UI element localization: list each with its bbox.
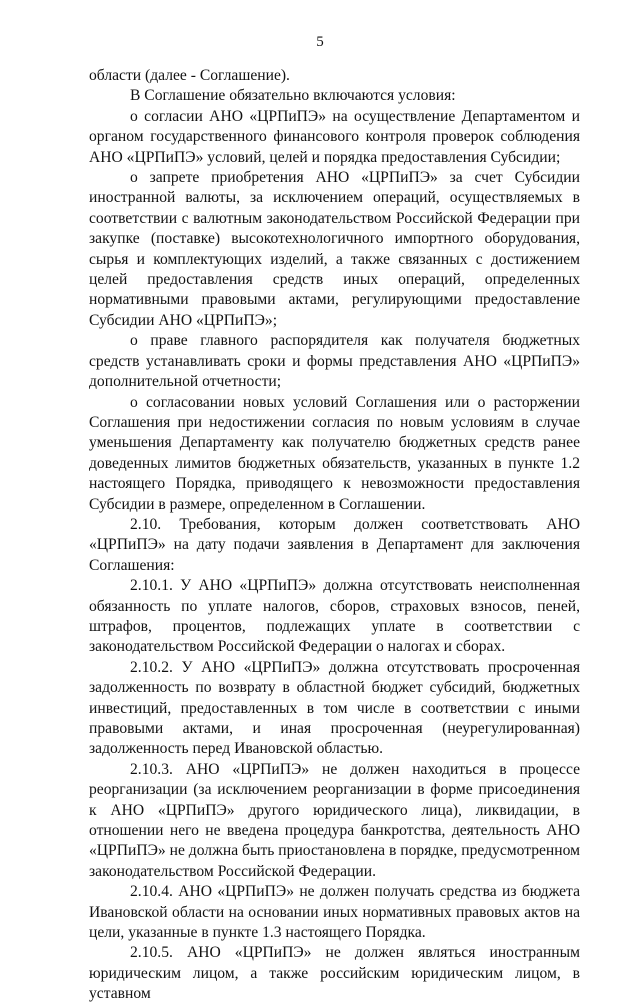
paragraph-condition-reporting: о праве главного распорядителя как получателя бюджетных средств устанавливать сроки и формы представления АНО «ЦРПиПЭ» дополнительной отчетности; [89,332,580,391]
paragraph-2-10-2: 2.10.2. У АНО «ЦРПиПЭ» должна отсутствовать просроченная задолженность по возврату в областной бюджет субсидий, бюджетных инвестиций, предоставленных в том числе в соответствии с иными правовыми актами, и иная просроченная (неурегулированная) задолженность перед Ивановской областью. [89,658,580,758]
paragraph-condition-new-terms: о согласовании новых условий Соглашения или о расторжении Соглашения при недостижении согласия по новым условиям в случае уменьшения Департаменту как получателю бюджетных средств ранее доведенных лимитов бюджетных обязательств, указанных в пункте 1.2 настоящего Порядка, приводящего к невозможности предоставления Субсидии в размере, определенном в Соглашении. [89,393,580,513]
document-body [89,66,580,1005]
paragraph-continuation: области (далее - Соглашение). [89,67,290,84]
paragraph-2-10-4: 2.10.4. АНО «ЦРПиПЭ» не должен получать средства из бюджета Ивановской области на основании иных нормативных правовых актов на цели, указанные в пункте 1.3 настоящего Порядка. [89,883,580,942]
page-number: 5 [316,34,324,50]
paragraph-conditions-intro: В Соглашение обязательно включаются условия: [130,87,456,105]
paragraph-2-10-3: 2.10.3. АНО «ЦРПиПЭ» не должен находиться в процессе реорганизации (за исключением реорганизации в форме присоединения к АНО «ЦРПиПЭ» другого юридического лица), ликвидации, в отношении него не введена процедура банкротства, деятельность АНО «ЦРПиПЭ» не должна быть приостановлена в порядке, предусмотренном законодательством Российской Федерации. [89,760,580,880]
paragraph-2-10: 2.10. Требования, которым должен соответствовать АНО «ЦРПиПЭ» на дату подачи заявления в Департамент для заключения Соглашения: [89,515,580,574]
paragraph-condition-consent: о согласии АНО «ЦРПиПЭ» на осуществление Департаментом и органом государственного финансового контроля проверок соблюдения АНО «ЦРПиПЭ» условий, целей и порядка предоставления Субсидии; [89,107,580,166]
paragraph-2-10-1: 2.10.1. У АНО «ЦРПиПЭ» должна отсутствовать неисполненная обязанность по уплате налогов, сборов, страховых взносов, пеней, штрафов, процентов, подлежащих уплате в соответствии с законодательством Российской Федерации о налогах и сборах. [89,577,580,656]
paragraph-2-10-5: 2.10.5. АНО «ЦРПиПЭ» не должен являться иностранным юридическим лицом, а также российским юридическим лицом, в уставном [89,944,580,1003]
paragraph-condition-currency-ban: о запрете приобретения АНО «ЦРПиПЭ» за счет Субсидии иностранной валюты, за исключением операций, осуществляемых в соответствии с валютным законодательством Российской Федерации при закупке (поставке) высокотехнологичного импортного оборудования, сырья и комплектующих изделий, а также связанных с достижением целей предоставления средств иных операций, определенных нормативными правовыми актами, регулирующими предоставление Субсидии АНО «ЦРПиПЭ»; [89,169,580,329]
